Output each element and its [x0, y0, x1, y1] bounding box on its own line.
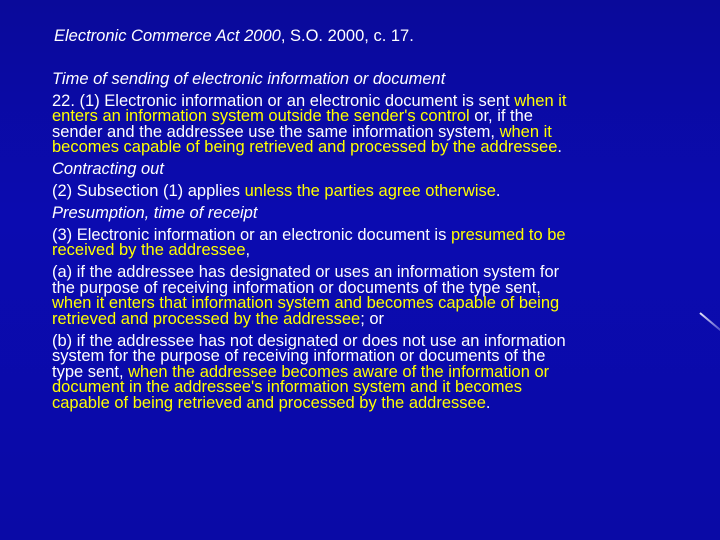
text-run: ,	[245, 241, 251, 260]
act-citation	[54, 26, 414, 46]
highlighted-text: when it	[514, 91, 567, 110]
clause-b-line: document in the addressee's information system and it becomes	[52, 378, 522, 397]
text-run: .	[495, 182, 501, 201]
highlighted-text: enters an information system outside the sender's control	[52, 107, 470, 126]
section-heading-presumption: Presumption, time of receipt	[52, 204, 258, 223]
text-run: ; or	[360, 309, 385, 328]
act-title: Electronic Commerce Act 2000	[54, 27, 281, 45]
highlighted-text: unless the parties agree otherwise	[244, 182, 496, 201]
text-run: type sent,	[52, 362, 129, 381]
highlighted-text: when it	[499, 122, 552, 141]
highlighted-text: presumed to be	[450, 225, 566, 244]
highlighted-text: when the addressee becomes aware of the information or	[128, 362, 550, 381]
clause-b-line: system for the purpose of receiving information or documents of the	[52, 347, 546, 366]
statute-text	[52, 72, 692, 411]
clause-a-line	[52, 309, 692, 328]
clause-a-line: (a) if the addressee has designated or uses an information system for	[52, 263, 560, 282]
highlighted-text: received by the addressee	[52, 241, 246, 260]
text-run: .	[557, 138, 563, 157]
text-run: or, if the	[469, 107, 533, 126]
text-run: .	[485, 393, 491, 412]
clause-b-line: (b) if the addressee has not designated or does not use an information	[52, 331, 566, 350]
highlighted-text: becomes capable of being retrieved and processed by the addressee	[52, 138, 558, 157]
paragraph-line	[52, 140, 692, 156]
section-heading-time-of-sending: Time of sending of electronic information or document	[52, 70, 446, 88]
paragraph-line	[52, 184, 692, 200]
clause-a-line: when it enters that information system and becomes capable of being	[52, 294, 560, 313]
clause-b-line	[52, 393, 692, 412]
decorative-streak	[699, 312, 720, 333]
text-run: sender and the addressee use the same information system,	[52, 122, 500, 141]
text-run: (2) Subsection (1) applies	[52, 182, 245, 201]
text-run: (3) Electronic information or an electronic document is	[52, 225, 451, 244]
act-citation-text: , S.O. 2000, c. 17.	[280, 27, 414, 45]
highlighted-text: capable of being retrieved and processed by the addressee	[52, 393, 486, 412]
text-run: 22. (1) Electronic information or an electronic document is sent	[52, 91, 515, 110]
clause-a-line: the purpose of receiving information or documents of the type sent,	[52, 278, 541, 297]
paragraph-line	[52, 243, 692, 259]
highlighted-text: retrieved and processed by the addressee	[52, 309, 361, 328]
section-heading-contracting-out: Contracting out	[52, 160, 164, 179]
